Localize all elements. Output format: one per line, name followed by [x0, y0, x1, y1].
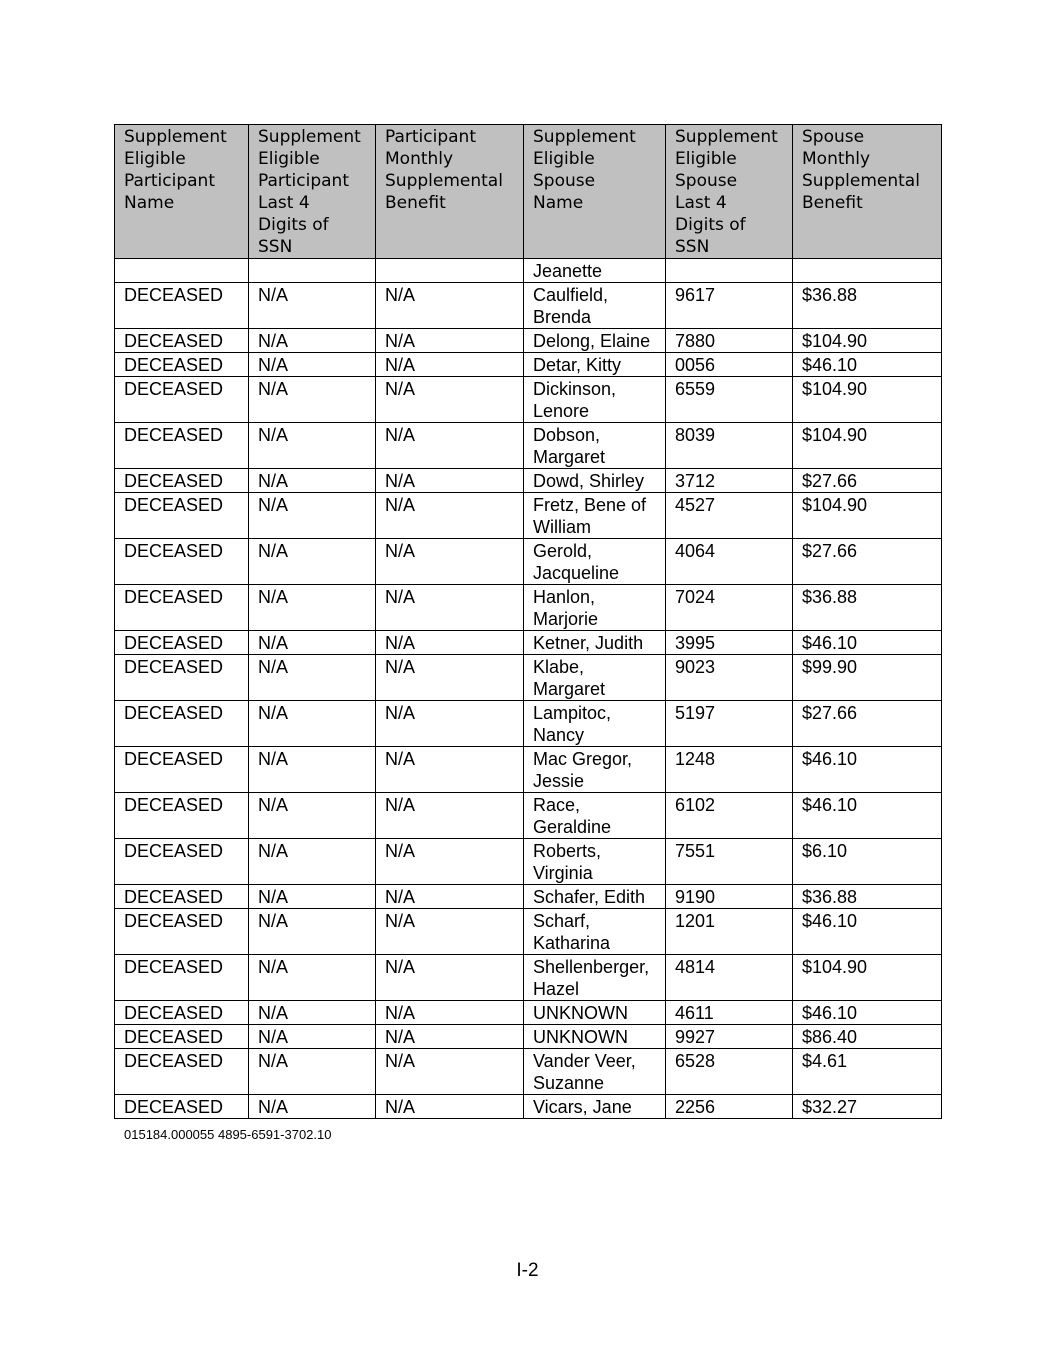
table-row: [115, 839, 942, 885]
table-row: [115, 423, 942, 469]
header-line: Supplement: [675, 127, 778, 147]
participant-name-cell: DECEASED: [115, 1001, 249, 1025]
header-line: SSN: [258, 237, 293, 257]
participant-benefit-cell: N/A: [376, 955, 524, 1001]
participant-ssn-cell: [249, 259, 376, 283]
participant-benefit-cell: N/A: [376, 1095, 524, 1119]
table-row: [115, 1001, 942, 1025]
spouse-ssn-cell: 9617: [666, 283, 793, 329]
participant-ssn-cell: N/A: [249, 793, 376, 839]
spouse-benefit-cell: $104.90: [793, 955, 942, 1001]
spouse-ssn-cell: 9023: [666, 655, 793, 701]
table-row: [115, 1025, 942, 1049]
page-number: I-2: [516, 1260, 539, 1281]
spouse-ssn-cell: 1248: [666, 747, 793, 793]
participant-ssn-cell: N/A: [249, 1049, 376, 1095]
header-line: Eligible: [124, 149, 186, 169]
participant-name-cell: DECEASED: [115, 353, 249, 377]
header-line: Benefit: [802, 193, 863, 213]
spouse-name-cell: Jeanette: [524, 259, 666, 283]
spouse-ssn-cell: 3712: [666, 469, 793, 493]
spouse-benefit-cell: $46.10: [793, 631, 942, 655]
header-line: Supplement: [533, 127, 636, 147]
spouse-name-cell: Dowd, Shirley: [524, 469, 666, 493]
spouse-ssn-cell: [666, 259, 793, 283]
participant-name-cell: DECEASED: [115, 329, 249, 353]
participant-name-cell: DECEASED: [115, 885, 249, 909]
participant-benefit-cell: [376, 259, 524, 283]
spouse-name-cell: Scharf, Katharina: [524, 909, 666, 955]
header-line: SSN: [675, 237, 710, 257]
header-line: Participant: [258, 171, 350, 191]
table-row: [115, 955, 942, 1001]
participant-name-cell: DECEASED: [115, 909, 249, 955]
header-line: Spouse: [533, 171, 596, 191]
spouse-ssn-cell: 9190: [666, 885, 793, 909]
participant-benefit-cell: N/A: [376, 747, 524, 793]
participant-benefit-cell: N/A: [376, 283, 524, 329]
participant-ssn-cell: N/A: [249, 329, 376, 353]
participant-benefit-cell: N/A: [376, 353, 524, 377]
participant-benefit-cell: N/A: [376, 839, 524, 885]
spouse-ssn-cell: 1201: [666, 909, 793, 955]
participant-name-cell: DECEASED: [115, 469, 249, 493]
spouse-name-cell: Mac Gregor, Jessie: [524, 747, 666, 793]
participant-name-cell: DECEASED: [115, 493, 249, 539]
table-row: [115, 493, 942, 539]
supplement-benefit-table: [114, 124, 942, 1119]
spouse-name-cell: Dobson, Margaret: [524, 423, 666, 469]
participant-benefit-cell: N/A: [376, 655, 524, 701]
spouse-ssn-cell: 6102: [666, 793, 793, 839]
header-line: Monthly: [385, 149, 454, 169]
participant-name-cell: DECEASED: [115, 655, 249, 701]
header-spouse-ssn: [666, 125, 793, 259]
participant-ssn-cell: N/A: [249, 1001, 376, 1025]
header-line: Supplemental: [802, 171, 920, 191]
participant-name-cell: DECEASED: [115, 1025, 249, 1049]
table-row: [115, 377, 942, 423]
participant-ssn-cell: N/A: [249, 539, 376, 585]
spouse-ssn-cell: 4064: [666, 539, 793, 585]
table-row: [115, 1049, 942, 1095]
table-row: [115, 631, 942, 655]
spouse-benefit-cell: $27.66: [793, 701, 942, 747]
participant-ssn-cell: N/A: [249, 469, 376, 493]
participant-ssn-cell: N/A: [249, 747, 376, 793]
spouse-name-cell: UNKNOWN: [524, 1025, 666, 1049]
participant-ssn-cell: N/A: [249, 377, 376, 423]
document-code: 015184.000055 4895-6591-3702.10: [124, 1127, 332, 1142]
spouse-benefit-cell: $46.10: [793, 1001, 942, 1025]
table-header: [115, 125, 942, 259]
header-line: Monthly: [802, 149, 871, 169]
participant-name-cell: DECEASED: [115, 701, 249, 747]
table-row: [115, 885, 942, 909]
participant-name-cell: DECEASED: [115, 793, 249, 839]
spouse-name-cell: Fretz, Bene of William: [524, 493, 666, 539]
spouse-benefit-cell: $27.66: [793, 469, 942, 493]
participant-ssn-cell: N/A: [249, 885, 376, 909]
spouse-benefit-cell: $32.27: [793, 1095, 942, 1119]
spouse-name-cell: Detar, Kitty: [524, 353, 666, 377]
participant-ssn-cell: N/A: [249, 423, 376, 469]
header-line: Spouse: [675, 171, 738, 191]
participant-ssn-cell: N/A: [249, 839, 376, 885]
spouse-benefit-cell: $27.66: [793, 539, 942, 585]
header-line: Participant: [385, 127, 477, 147]
spouse-ssn-cell: 4814: [666, 955, 793, 1001]
spouse-name-cell: Shellenberger, Hazel: [524, 955, 666, 1001]
spouse-ssn-cell: 6528: [666, 1049, 793, 1095]
spouse-benefit-cell: $46.10: [793, 353, 942, 377]
header-participant-name: [115, 125, 249, 259]
participant-ssn-cell: N/A: [249, 655, 376, 701]
table-row: [115, 539, 942, 585]
participant-ssn-cell: N/A: [249, 1095, 376, 1119]
header-line: Benefit: [385, 193, 446, 213]
spouse-ssn-cell: 3995: [666, 631, 793, 655]
spouse-ssn-cell: 2256: [666, 1095, 793, 1119]
spouse-ssn-cell: 4527: [666, 493, 793, 539]
participant-benefit-cell: N/A: [376, 631, 524, 655]
header-line: Eligible: [533, 149, 595, 169]
participant-name-cell: DECEASED: [115, 1049, 249, 1095]
spouse-benefit-cell: $4.61: [793, 1049, 942, 1095]
spouse-name-cell: Race, Geraldine: [524, 793, 666, 839]
table-row: [115, 701, 942, 747]
header-line: Supplement: [258, 127, 361, 147]
participant-ssn-cell: N/A: [249, 631, 376, 655]
participant-ssn-cell: N/A: [249, 493, 376, 539]
table-row: [115, 793, 942, 839]
table-row: [115, 283, 942, 329]
spouse-name-cell: Caulfield, Brenda: [524, 283, 666, 329]
spouse-ssn-cell: 4611: [666, 1001, 793, 1025]
header-row: [115, 125, 942, 259]
spouse-benefit-cell: $36.88: [793, 283, 942, 329]
header-line: Eligible: [258, 149, 320, 169]
header-line: Participant: [124, 171, 216, 191]
participant-name-cell: DECEASED: [115, 839, 249, 885]
header-participant-ssn: [249, 125, 376, 259]
header-line: Spouse: [802, 127, 865, 147]
participant-benefit-cell: N/A: [376, 469, 524, 493]
table-row: [115, 747, 942, 793]
spouse-name-cell: Dickinson, Lenore: [524, 377, 666, 423]
spouse-benefit-cell: $46.10: [793, 909, 942, 955]
spouse-benefit-cell: $104.90: [793, 329, 942, 353]
participant-name-cell: DECEASED: [115, 283, 249, 329]
spouse-name-cell: UNKNOWN: [524, 1001, 666, 1025]
spouse-name-cell: Hanlon, Marjorie: [524, 585, 666, 631]
spouse-benefit-cell: $46.10: [793, 793, 942, 839]
spouse-benefit-cell: $36.88: [793, 885, 942, 909]
participant-ssn-cell: N/A: [249, 353, 376, 377]
spouse-ssn-cell: 0056: [666, 353, 793, 377]
table-row: [115, 909, 942, 955]
spouse-benefit-cell: $104.90: [793, 423, 942, 469]
participant-name-cell: DECEASED: [115, 631, 249, 655]
participant-benefit-cell: N/A: [376, 539, 524, 585]
spouse-name-cell: Vander Veer, Suzanne: [524, 1049, 666, 1095]
participant-ssn-cell: N/A: [249, 909, 376, 955]
spouse-ssn-cell: 7551: [666, 839, 793, 885]
participant-benefit-cell: N/A: [376, 701, 524, 747]
spouse-benefit-cell: $104.90: [793, 493, 942, 539]
spouse-ssn-cell: 7880: [666, 329, 793, 353]
spouse-benefit-cell: $6.10: [793, 839, 942, 885]
header-line: Last 4: [258, 193, 310, 213]
spouse-ssn-cell: 8039: [666, 423, 793, 469]
spouse-ssn-cell: 9927: [666, 1025, 793, 1049]
participant-benefit-cell: N/A: [376, 423, 524, 469]
spouse-benefit-cell: $36.88: [793, 585, 942, 631]
header-line: Name: [533, 193, 584, 213]
spouse-ssn-cell: 6559: [666, 377, 793, 423]
header-line: Name: [124, 193, 175, 213]
participant-name-cell: DECEASED: [115, 539, 249, 585]
header-line: Digits of: [258, 215, 329, 235]
header-participant-benefit: [376, 125, 524, 259]
spouse-name-cell: Ketner, Judith: [524, 631, 666, 655]
participant-benefit-cell: N/A: [376, 885, 524, 909]
table-row: [115, 1095, 942, 1119]
header-line: Eligible: [675, 149, 737, 169]
participant-name-cell: DECEASED: [115, 585, 249, 631]
table-row: [115, 353, 942, 377]
participant-ssn-cell: N/A: [249, 955, 376, 1001]
participant-benefit-cell: N/A: [376, 1001, 524, 1025]
spouse-name-cell: Roberts, Virginia: [524, 839, 666, 885]
table-body: [115, 259, 942, 1119]
header-line: Supplemental: [385, 171, 503, 191]
header-spouse-benefit: [793, 125, 942, 259]
spouse-name-cell: Delong, Elaine: [524, 329, 666, 353]
participant-benefit-cell: N/A: [376, 329, 524, 353]
participant-ssn-cell: N/A: [249, 283, 376, 329]
participant-name-cell: DECEASED: [115, 1095, 249, 1119]
header-line: Digits of: [675, 215, 746, 235]
spouse-benefit-cell: $104.90: [793, 377, 942, 423]
participant-benefit-cell: N/A: [376, 793, 524, 839]
spouse-benefit-cell: $46.10: [793, 747, 942, 793]
spouse-benefit-cell: $86.40: [793, 1025, 942, 1049]
table-row: [115, 329, 942, 353]
participant-name-cell: [115, 259, 249, 283]
participant-benefit-cell: N/A: [376, 1049, 524, 1095]
participant-name-cell: DECEASED: [115, 423, 249, 469]
spouse-name-cell: Schafer, Edith: [524, 885, 666, 909]
spouse-name-cell: Klabe, Margaret: [524, 655, 666, 701]
participant-benefit-cell: N/A: [376, 909, 524, 955]
participant-name-cell: DECEASED: [115, 955, 249, 1001]
spouse-name-cell: Lampitoc, Nancy: [524, 701, 666, 747]
participant-benefit-cell: N/A: [376, 377, 524, 423]
table-row: [115, 585, 942, 631]
table-row: [115, 259, 942, 283]
header-spouse-name: [524, 125, 666, 259]
participant-ssn-cell: N/A: [249, 585, 376, 631]
table-row: [115, 655, 942, 701]
participant-name-cell: DECEASED: [115, 377, 249, 423]
spouse-ssn-cell: 7024: [666, 585, 793, 631]
table-row: [115, 469, 942, 493]
spouse-benefit-cell: $99.90: [793, 655, 942, 701]
participant-ssn-cell: N/A: [249, 1025, 376, 1049]
participant-name-cell: DECEASED: [115, 747, 249, 793]
participant-benefit-cell: N/A: [376, 493, 524, 539]
spouse-name-cell: Vicars, Jane: [524, 1095, 666, 1119]
spouse-ssn-cell: 5197: [666, 701, 793, 747]
participant-benefit-cell: N/A: [376, 585, 524, 631]
participant-benefit-cell: N/A: [376, 1025, 524, 1049]
spouse-benefit-cell: [793, 259, 942, 283]
participant-ssn-cell: N/A: [249, 701, 376, 747]
header-line: Last 4: [675, 193, 727, 213]
header-line: Supplement: [124, 127, 227, 147]
spouse-name-cell: Gerold, Jacqueline: [524, 539, 666, 585]
